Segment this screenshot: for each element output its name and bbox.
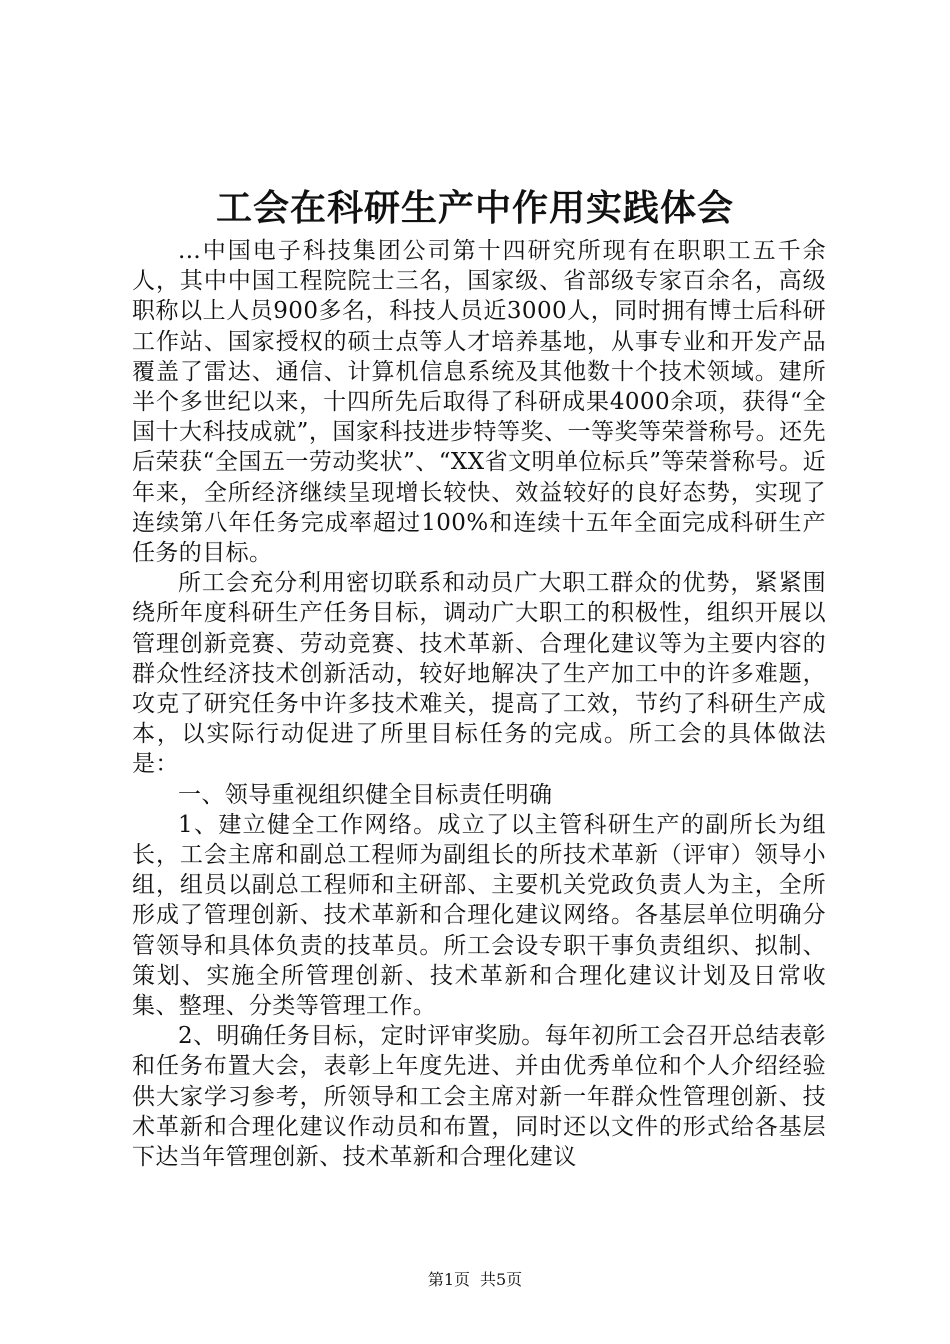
paragraph: 1、建立健全工作网络。成立了以主管科研生产的副所长为组长，工会主席和副总工程师为副组长的所技术革新（评审）领导小组，组员以副总工程师和主研部、主要机关党政负责人为主，全所形成了管理创新、技术革新和合理化建议网络。各基层单位明确分管领导和具体负责的技革员。所工会设专职干事负责组织、拟制、策划、实施全所管理创新、技术革新和合理化建议计划及日常收集、整理、分类等管理工作。	[132, 811, 826, 1020]
document-body	[132, 236, 826, 1172]
document-title: 工会在科研生产中作用实践体会	[215, 187, 734, 229]
paragraph: 2、明确任务目标，定时评审奖励。每年初所工会召开总结表彰和任务布置大会，表彰上年度先进、并由优秀单位和个人介绍经验供大家学习参考，所领导和工会主席对新一年群众性管理创新、技术革新和合理化建议作动员和布置，同时还以文件的形式给各基层下达当年管理创新、技术革新和合理化建议	[132, 1023, 826, 1171]
section-heading: 一、领导重视组织健全目标责任明确	[178, 781, 553, 808]
paragraph: ...中国电子科技集团公司第十四研究所现有在职职工五千余人，其中中国工程院院士三名，国家级、省部级专家百余名，高级职称以上人员900多名，科技人员近3000人，同时拥有博士后科研工作站、国家授权的硕士点等人才培养基地，从事专业和开发产品覆盖了雷达、通信、计算机信息系统及其他数十个技术领域。建所半个多世纪以来，十四所先后取得了科研成果4000余项，获得“全国十大科技成就”，国家科技进步特等奖、一等奖等荣誉称号。还先后荣获“全国五一劳动奖状”、“XX省文明单位标兵”等荣誉称号。近年来，全所经济继续呈现增长较快、效益较好的良好态势，实现了连续第八年任务完成率超过100%和连续十五年全面完成科研生产任务的目标。	[132, 238, 826, 567]
page-number: 第1页	[427, 1270, 470, 1289]
page-footer	[0, 1270, 950, 1290]
page-total: 共5页	[480, 1270, 523, 1289]
paragraph: 所工会充分利用密切联系和动员广大职工群众的优势，紧紧围绕所年度科研生产任务目标，调动广大职工的积极性，组织开展以管理创新竞赛、劳动竞赛、技术革新、合理化建议等为主要内容的群众性经济技术创新活动，较好地解决了生产加工中的许多难题，攻克了研究任务中许多技术难关，提高了工效，节约了科研生产成本，以实际行动促进了所里目标任务的完成。所工会的具体做法是：	[132, 570, 826, 778]
